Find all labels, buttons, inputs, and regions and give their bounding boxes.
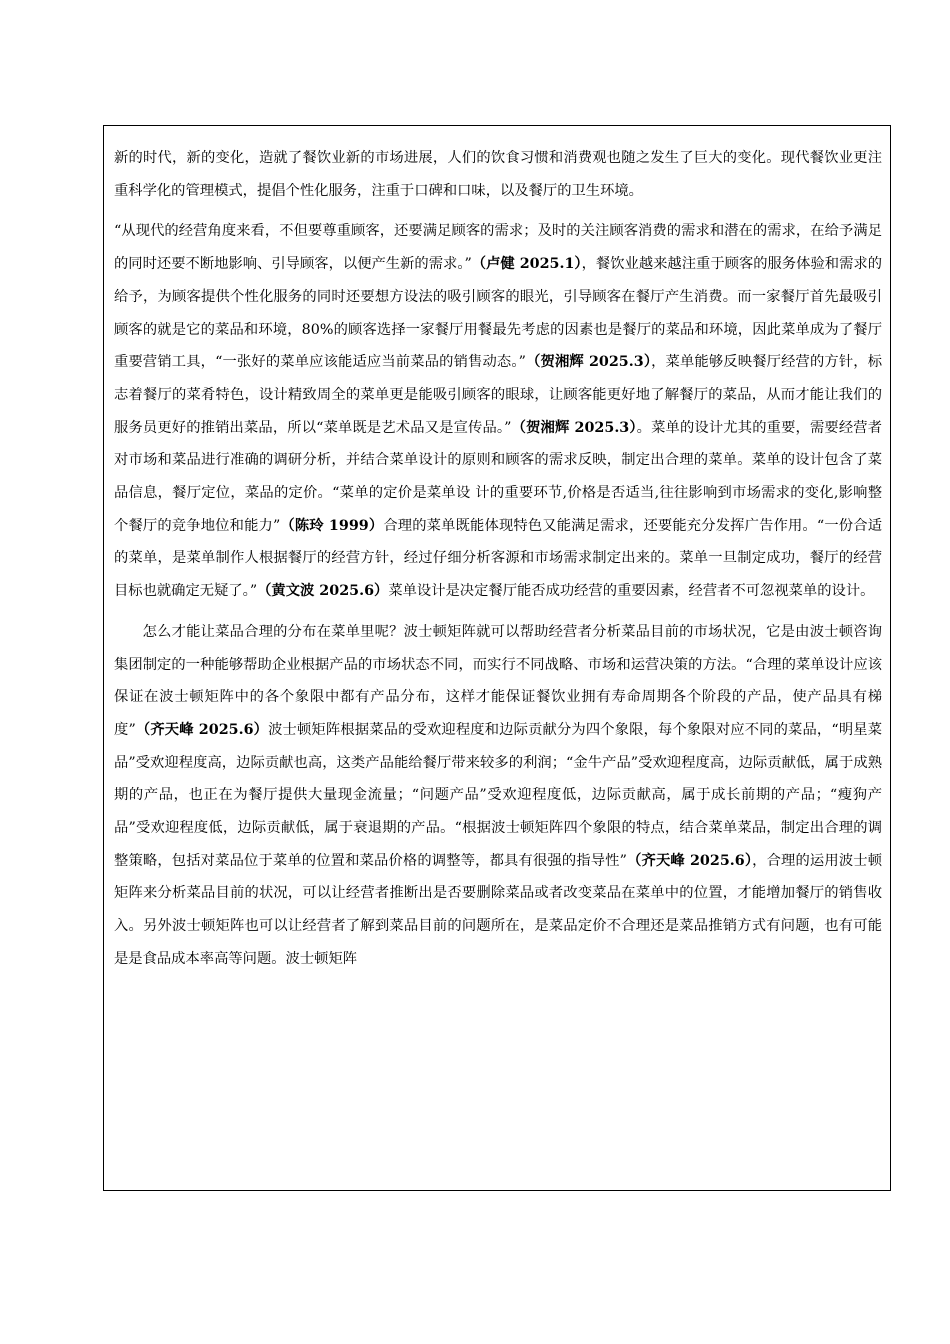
citation-he-xianghui: （贺湘辉 2025.3） [525,354,652,371]
document-frame [103,125,891,1191]
text-segment: 波士顿矩阵根据菜品的受欢迎程度和边际贡献分为四个象限，每个象限对应不同的菜品，“明星菜品”受欢迎程度高，边际贡献也高，这类产品能给餐厅带来较多的利润；“金牛产品”受欢迎程度高，边际贡献低，属于成熟期的产品，也正在为餐厅提供大量现金流量；“问题产品”受欢迎程度低，边际贡献高，属于成长前期的产品；“瘦狗产品”受欢迎程度低，边际贡献低，属于衰退期的产品。“根据波士顿矩阵四个象限的特点，结合菜单菜品，制定出合理的调整策略，包括对菜品位于菜单的位置和菜品价格的调整等，都具有很强的指导性” [114,721,882,869]
paragraph-2 [114,215,882,607]
citation-he-xianghui: （贺湘辉 2025.3） [511,419,637,436]
text-segment: ，餐饮业越来越注重于顾客的服务体验和需求的给予，为顾客提供个性化服务的同时还要想方设法的吸引顾客的眼光，引导顾客在餐厅产生消费。而一家餐厅首先最吸引顾客的就是它的菜品和环境，80%的顾客选择一家餐厅用餐最先考虑的因素也是餐厅的菜品和环境，因此菜单成为了餐厅重要营销工具，“一张好的菜单应该能适应当前菜品的销售动态。” [114,256,882,371]
document-body [114,142,882,976]
text-segment: 。菜单的设计尤其的重要，需要经营者对市场和菜品进行准确的调研分析，并结合菜单设计的原则和顾客的需求反映，制定出合理的菜单。菜单的设计包含了菜品信息，餐厅定位，菜品的定价。“菜单的定价是菜单设 计的重要环节,价格是否适当,往往影响到市场需求的变化,影响整个餐厅的竞争地位和能力” [114,419,883,534]
text-segment: “从现代的经营角度来看，不但要尊重顾客，还要满足顾客的需求；及时的关注顾客消费的需求和潜在的需求，在给予满足的同时还要不断地影响、引导顾客，以便产生新的需求。” [114,223,882,273]
paragraph-1 [114,142,882,207]
paragraph-3 [114,616,882,976]
citation-huang-wenbo: （黄文波 2025.6） [257,583,389,600]
paragraph-1-text: 新的时代，新的变化，造就了餐饮业新的市场进展，人们的饮食习惯和消费观也随之发生了巨大的变化。现代餐饮业更注重科学化的管理模式，提倡个性化服务，注重于口碑和口味，以及餐厅的卫生环境。 [114,150,882,199]
citation-chen-ling: （陈玲 1999） [280,517,384,534]
citation-lu-jian: （卢健 2025.1） [471,256,582,273]
text-segment: 怎么才能让菜品合理的分布在菜单里呢？波士顿矩阵就可以帮助经营者分析菜品目前的市场状况，它是由波士顿咨询集团制定的一种能够帮助企业根据产品的市场状态不同，而实行不同战略、市场和运营决策的方法。“合理的菜单设计应该保证在波士顿矩阵中的各个象限中都有产品分布，这样才能保证餐饮业拥有寿命周期各个阶段的产品，使产品具有梯度” [114,623,882,738]
text-segment: 菜单设计是决定餐厅能否成功经营的重要因素，经营者不可忽视菜单的设计。 [388,583,875,600]
text-segment: 合理的菜单既能体现特色又能满足需求，还要能充分发挥广告作用。“一份合适的菜单，是菜单制作人根据餐厅的经营方针，经过仔细分析客源和市场需求制定出来的。菜单一旦制定成功，餐厅的经营目标也就确定无疑了。” [114,517,882,600]
citation-qi-tianfeng: （齐天峰 2025.6） [626,852,753,869]
text-segment: ，菜单能够反映餐厅经营的方针，标志着餐厅的菜肴特色，设计精致周全的菜单更是能吸引顾客的眼球，让顾客能更好地了解餐厅的菜品，从而才能让我们的服务员更好的推销出菜品，所以“菜单既是艺术品又是宣传品。” [114,354,883,436]
text-segment: ，合理的运用波士顿矩阵来分析菜品目前的状况，可以让经营者推断出是否要删除菜品或者改变菜品在菜单中的位置，才能增加餐厅的销售收入。另外波士顿矩阵也可以让经营者了解到菜品目前的问题所在，是菜品定价不合理还是菜品推销方式有问题，也有可能是是食品成本率高等问题。波士顿矩阵 [114,852,883,967]
citation-qi-tianfeng: （齐天峰 2025.6） [135,721,269,738]
